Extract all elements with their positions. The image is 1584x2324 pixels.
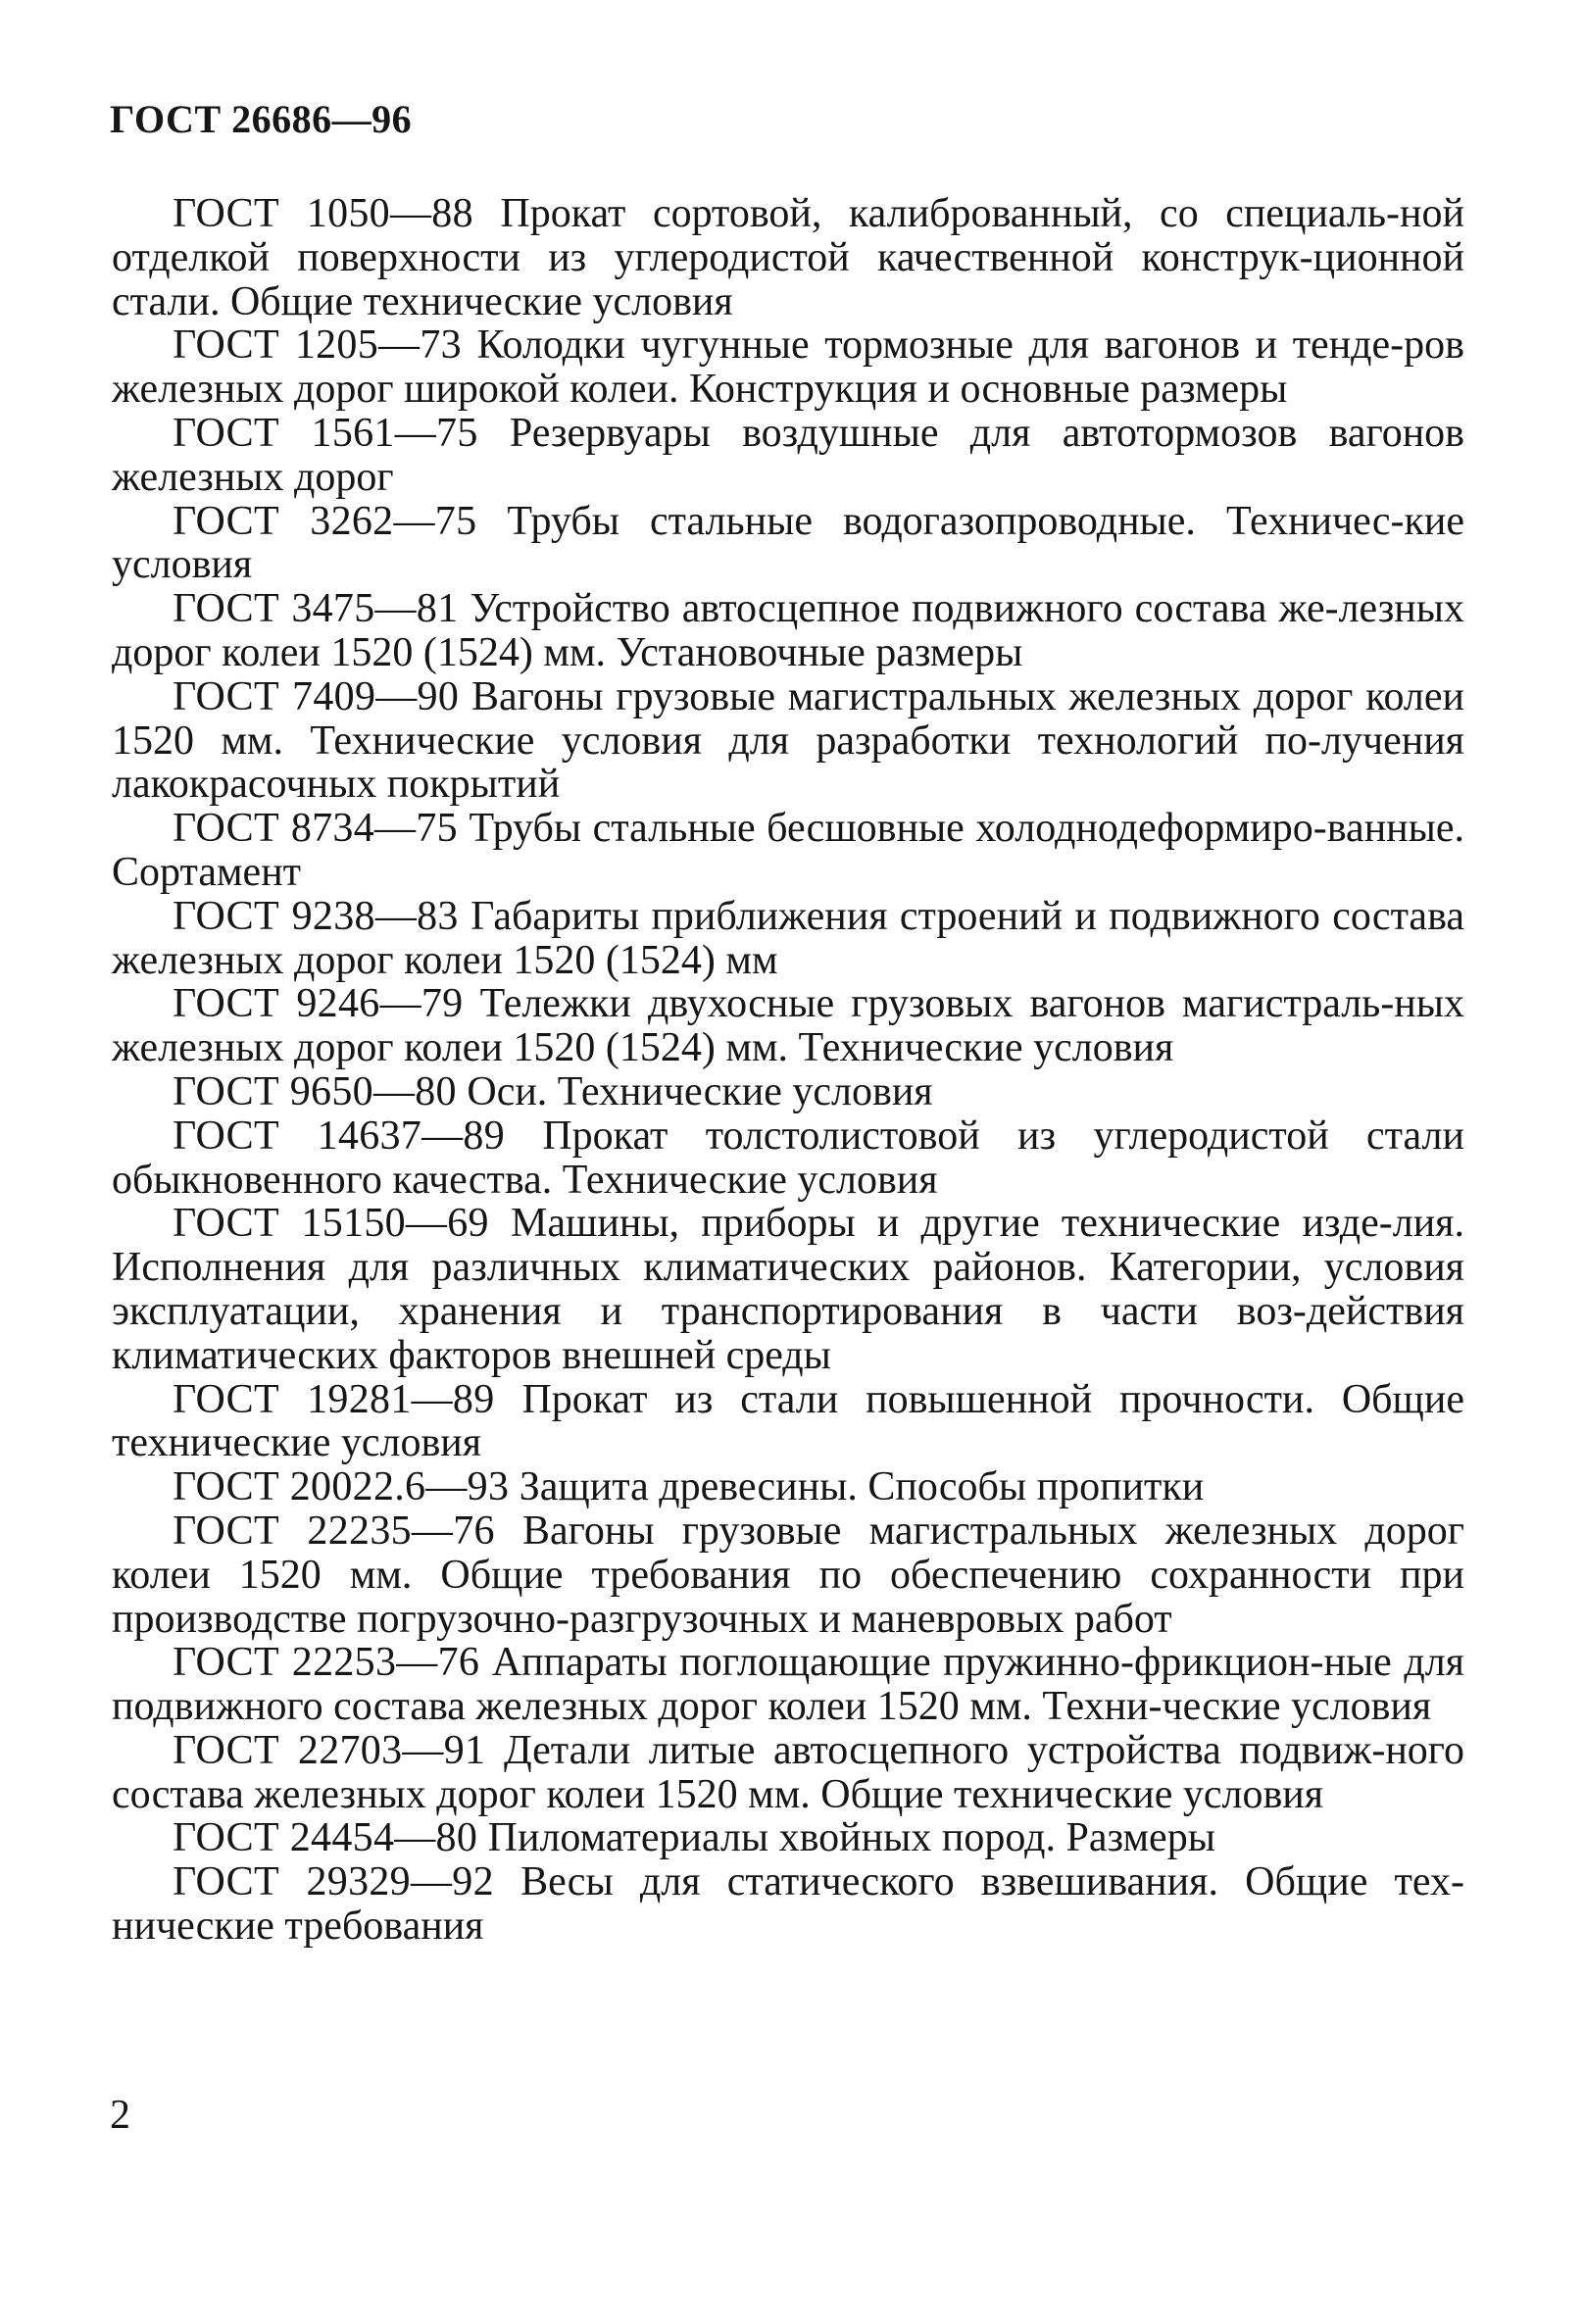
reference-code: ГОСТ 24454—80 [173, 1815, 478, 1861]
reference-entry [112, 1114, 1464, 1203]
reference-code: ГОСТ 9246—79 [173, 981, 464, 1027]
reference-code: ГОСТ 3262—75 [173, 498, 477, 544]
reference-code: ГОСТ 29329—92 [173, 1859, 494, 1905]
reference-code: ГОСТ 22235—76 [173, 1508, 495, 1554]
reference-title: Трубы стальные водогазопроводные. Техничес-кие условия [112, 498, 1465, 588]
reference-code: ГОСТ 1561—75 [173, 410, 478, 456]
reference-title: Тележки двухосные грузовых вагонов магистраль-ных железных дорог колеи 1520 (1524) мм. Технические условия [112, 981, 1465, 1071]
reference-code: ГОСТ 1050—88 [173, 191, 473, 236]
reference-code: ГОСТ 22253—76 [173, 1640, 480, 1686]
reference-title: Пиломатериалы хвойных пород. Размеры [487, 1815, 1215, 1861]
reference-title: Прокат из стали повышенной прочности. Общие технические условия [112, 1376, 1465, 1466]
reference-code: ГОСТ 8734—75 [173, 806, 458, 852]
reference-code: ГОСТ 9238—83 [173, 893, 459, 939]
reference-entry [112, 500, 1464, 588]
document-header-code: ГОСТ 26686—96 [110, 97, 413, 141]
reference-entry [112, 1729, 1464, 1817]
reference-entry [112, 1816, 1464, 1860]
reference-entry [112, 1465, 1464, 1509]
reference-title: Прокат толстолистовой из углеродистой стали обыкновенного качества. Технические условия [112, 1113, 1464, 1203]
reference-title: Резервуары воздушные для автотормозов вагонов железных дорог [112, 410, 1464, 500]
reference-entry [112, 982, 1464, 1070]
reference-code: ГОСТ 1205—73 [173, 322, 462, 369]
reference-code: ГОСТ 7409—90 [173, 673, 460, 719]
reference-code: ГОСТ 14637—89 [173, 1113, 505, 1159]
reference-title: Детали литые автосцепного устройства подвиж-ного состава железных дорог колеи 1520 мм. Общие технические условия [112, 1727, 1464, 1817]
reference-title: Прокат сортовой, калиброванный, со специаль-ной отделкой поверхности из углеродистой качественной конструк-ционной стали. Общие технические условия [112, 191, 1464, 324]
reference-title: Весы для статического взвешивания. Общие тех-нические требования [112, 1859, 1464, 1950]
reference-entry [112, 1641, 1464, 1729]
reference-title: Машины, приборы и другие технические изде-лия. Исполнения для различных климатических районов. Категории, условия эксплуатации, хранения и транспортирования в части воз-действия климатических факторов внешней среды [112, 1201, 1465, 1378]
reference-entry [112, 1378, 1464, 1466]
reference-entry [112, 1860, 1464, 1949]
reference-entry [112, 587, 1464, 675]
reference-entry [112, 1509, 1464, 1641]
reference-entry [112, 1070, 1464, 1114]
reference-entry [112, 1202, 1464, 1377]
reference-code: ГОСТ 20022.6—93 [173, 1464, 510, 1510]
reference-title: Устройство автосцепное подвижного состава же-лезных дорог колеи 1520 (1524) мм. Установочные размеры [112, 586, 1464, 675]
reference-title: Габариты приближения строений и подвижного состава железных дорог колеи 1520 (1524) мм [112, 893, 1464, 983]
reference-code: ГОСТ 19281—89 [173, 1376, 495, 1422]
reference-entry [112, 412, 1464, 500]
normative-references-list [112, 192, 1464, 1949]
reference-title: Колодки чугунные тормозные для вагонов и тенде-ров железных дорог широкой колеи. Конструкция и основные размеры [112, 322, 1464, 413]
reference-title: Вагоны грузовые магистральных железных дорог колеи 1520 мм. Общие требования по обеспечению сохранности при производстве погрузочно-разгрузочных и маневровых работ [112, 1508, 1464, 1642]
reference-title: Аппараты поглощающие пружинно-фрикцион-ные для подвижного состава железных дорог колеи 1520 мм. Техни-ческие условия [112, 1640, 1465, 1730]
reference-entry [112, 192, 1464, 323]
reference-title: Оси. Технические условия [467, 1068, 933, 1114]
reference-code: ГОСТ 22703—91 [173, 1727, 486, 1773]
reference-entry [112, 323, 1464, 412]
page-number: 2 [110, 2093, 130, 2138]
reference-entry [112, 807, 1464, 895]
reference-title: Трубы стальные бесшовные холоднодеформиро-ванные. Сортамент [112, 806, 1465, 895]
reference-entry [112, 675, 1464, 807]
reference-code: ГОСТ 3475—81 [173, 586, 459, 632]
reference-title: Защита древесины. Способы пропитки [519, 1464, 1205, 1510]
reference-entry [112, 895, 1464, 983]
reference-code: ГОСТ 9650—80 [173, 1068, 457, 1114]
reference-title: Вагоны грузовые магистральных железных дорог колеи 1520 мм. Технические условия для разработки технологий по-лучения лакокрасочных покрытий [112, 673, 1464, 808]
reference-code: ГОСТ 15150—69 [173, 1201, 489, 1247]
